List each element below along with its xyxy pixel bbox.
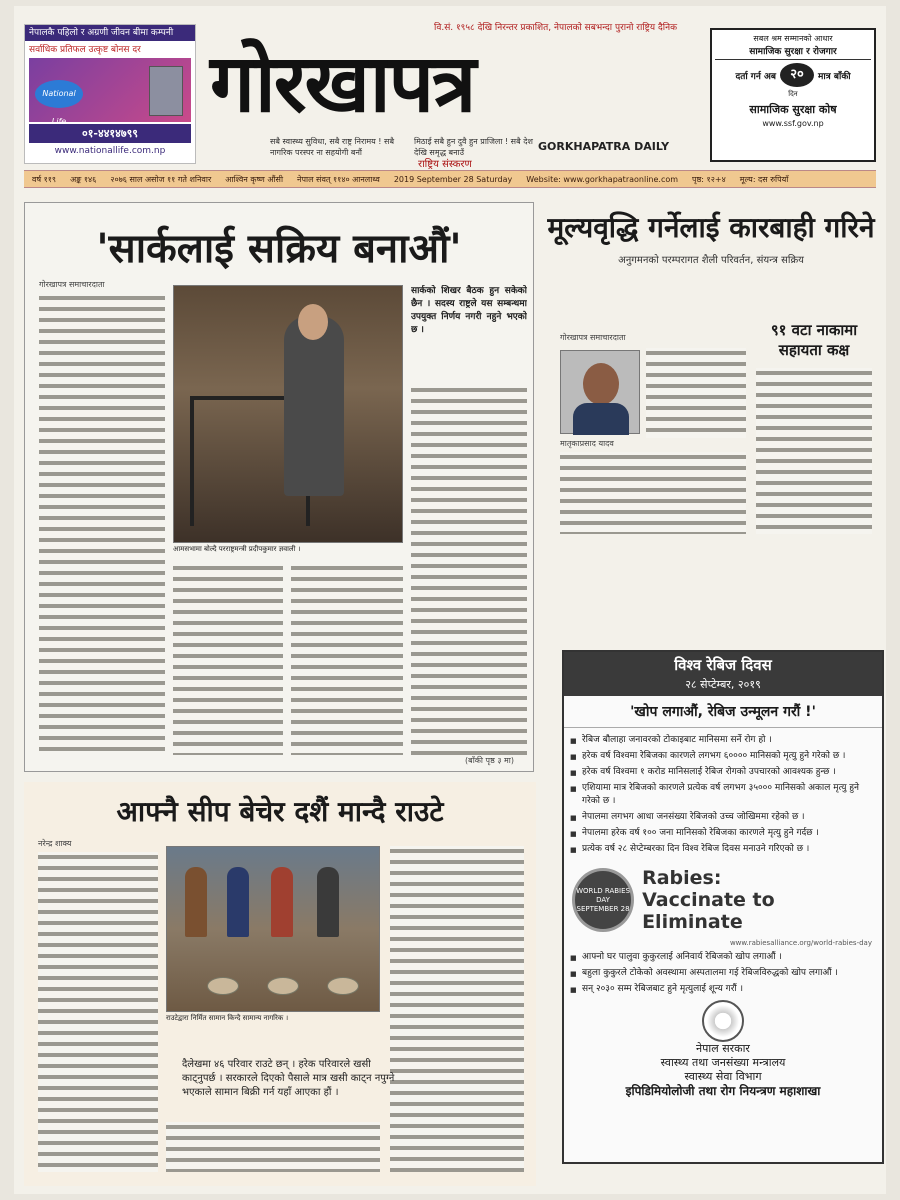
rabies-advice: ■ आफ्नो घर पालुवा कुकुरलाई अनिवार्य रेबिजको खोप लगाऔं । [582, 951, 874, 964]
rabies-advice: ■ सन् २०३० सम्म रेबिजबाट हुने मृत्युलाई शून्य गरौं । [582, 983, 874, 996]
article-body-col2a [173, 563, 283, 755]
article-body-col3 [411, 385, 527, 755]
side-article-body [756, 368, 872, 534]
person-shape [317, 867, 339, 937]
ssf-register-text: दर्ता गर्न अब [735, 71, 777, 82]
wooden-pot-shape [327, 977, 359, 995]
national-life-logo: National Life [35, 80, 83, 108]
article-headline: आफ्नै सीप बेचेर दशैं मान्दै राउटे [116, 795, 444, 828]
photo-caption: आमसभामा बोल्दै परराष्ट्रमन्त्री प्रदीपकुमार ज्ञवाली । [173, 545, 301, 553]
ad-website[interactable]: www.nationallife.com.np [54, 146, 166, 156]
rabies-fact: ■ रेबिज बौलाहा जनावरको टोकाइबाट मानिसमा सर्ने रोग हो । [582, 734, 874, 747]
person-shape [227, 867, 249, 937]
article-saarc[interactable] [24, 202, 534, 772]
article-photo-official[interactable] [560, 350, 640, 434]
body-shape [573, 403, 629, 435]
wooden-pot-shape [267, 977, 299, 995]
price: मूल्य: दस रुपियाँ [739, 174, 789, 184]
nepal-samvat: नेपाल संवत् ११४० आनलाथ्व [297, 174, 380, 184]
banner-line1: Rabies: [642, 867, 722, 889]
nepal-emblem-icon [702, 1000, 744, 1042]
speaker-shape [284, 316, 344, 496]
person-shape [185, 867, 207, 937]
gov-line4: इपिडिमियोलोजी तथा रोग नियन्त्रण महाशाखा [625, 1084, 821, 1098]
website[interactable]: Website: www.gorkhapatraonline.com [526, 174, 679, 184]
rabies-fact: ■ एशियामा मात्र रेबिजको कारणले प्रत्येक वर्ष लगभग ३५००० मानिसको अकाल मृत्यु हुने गरेको छ । [582, 782, 874, 808]
newspaper-title: गोरखापत्र [210, 36, 475, 130]
wooden-pot-shape [207, 977, 239, 995]
slogan-left: सबै स्वास्थ्य सुविधा, सबै राष्ट्र निरामय ! सबै नागरिक परस्पर ना सहयोगी बनौं [270, 137, 395, 157]
rabies-banner [572, 867, 874, 933]
article-body-col1 [38, 852, 158, 1172]
world-rabies-day-badge: WORLD RABIES DAY SEPTEMBER 28 [572, 868, 634, 932]
rabies-advice: ■ बहुला कुकुरले टोकेको अवस्थामा अस्पतालमा गई रेबिजविरुद्धको खोप लगाऔं । [582, 967, 874, 980]
article-byline: गोरखापत्र समाचारदाता [560, 333, 626, 342]
ssf-days-count: २० [780, 63, 814, 87]
rabies-banner-text [642, 867, 874, 933]
gov-line3: स्वास्थ्य सेवा विभाग [684, 1070, 762, 1083]
face-shape [583, 363, 619, 405]
lunar-date: आश्विन कृष्ण औंसी [225, 174, 284, 184]
banner-line2: Vaccinate to Eliminate [642, 889, 775, 933]
edition-label: राष्ट्रिय संस्करण [418, 159, 472, 170]
article-body-col2b [291, 563, 403, 755]
article-body-col2 [560, 452, 746, 534]
issue-number: अङ्क १४६ [70, 174, 97, 184]
continued-note: (बाँकी पृष्ठ ३ मा) [465, 756, 514, 765]
ad-offer: सर्वाधिक प्रतिफल उत्कृष्ट बोनस दर [25, 41, 195, 56]
rabies-title: विश्व रेबिज दिवस [564, 652, 882, 675]
english-date: 2019 September 28 Saturday [393, 174, 513, 184]
person-shape [271, 867, 293, 937]
article-pullquote: दैलेखमा ४६ परिवार राउटे छन् । हरेक परिवारले खसी काट्नुपर्छ । सरकारले दिएको पैसाले मात्र खसी काट्न नपुग्ने भएकाले सामान बिक्री गर्न यहाँ आएका हौं । [182, 1059, 395, 1098]
ad-top-line: नेपालकै पहिलो र अग्रणी जीवन बीमा कम्पनी [25, 25, 195, 41]
rabies-facts-list [564, 728, 882, 861]
article-headline: 'सार्कलाई सक्रिय बनाऔं' [96, 225, 462, 272]
photo-caption: राउटेद्वारा निर्मित सामान किन्दै सामान्य नागरिक । [166, 1014, 289, 1022]
ssf-website[interactable]: www.ssf.gov.np [762, 119, 824, 128]
article-headline: मूल्यवृद्धि गर्नेलाई कारबाही गरिने [547, 211, 875, 244]
ssf-days-suffix: मात्र बाँकी [818, 71, 851, 82]
masthead-tagline: वि.सं. १९५८ देखि निरन्तर प्रकाशित, नेपालको सबभन्दा पुरानो राष्ट्रिय दैनिक [434, 23, 677, 33]
article-raute[interactable] [24, 782, 536, 1186]
rabies-url[interactable]: www.rabiesalliance.org/world-rabies-day [729, 939, 872, 947]
issue-info-bar [24, 170, 876, 188]
rabies-advice-list [564, 947, 882, 996]
gov-line2: स्वास्थ्य तथा जनसंख्या मन्त्रालय [660, 1056, 786, 1069]
article-body-col1 [646, 348, 746, 438]
side-headline: ९१ वटा नाकामा सहायता कक्ष [770, 321, 858, 359]
photo-caption: मातृकाप्रसाद यादव [560, 439, 614, 448]
rabies-fact: ■ हरेक वर्ष विश्वमा रेबिजका कारणले लगभग ६०००० मानिसको मृत्यु हुने गरेको छ । [582, 750, 874, 763]
ad-phone: ०१-४४१४७९९ [29, 124, 191, 143]
article-price-hike[interactable] [544, 202, 878, 538]
issue-year: वर्ष ११९ [32, 174, 57, 184]
ssf-ad[interactable] [710, 28, 876, 162]
ssf-fund-name: सामाजिक सुरक्षा कोष [749, 103, 837, 116]
article-quote: सार्कको शिखर बैठक हुन सकेको छैन । सदस्य राष्ट्रले यस सम्बन्धमा उपयुक्त निर्णय नगरी नहुने भएको छ । [411, 286, 527, 335]
nepali-date: २०७६ साल असोज ११ गते शनिवार [110, 174, 212, 184]
slogan-right: मिठाई सबै हुन दुवै हुन प्राजिला ! सबै देश देखि समृद्ध बनाउँ [414, 137, 533, 157]
article-photo-speaker[interactable] [173, 285, 403, 543]
building-icon [149, 66, 183, 116]
rabies-fact: ■ नेपालमा लगभग आधा जनसंख्या रेबिजको उच्च जोखिममा रहेको छ । [582, 811, 874, 824]
rabies-day-notice[interactable] [562, 650, 884, 1164]
rabies-fact: ■ हरेक वर्ष विश्वमा १ करोड मानिसलाई रेबिज रोगको उपचारको आवश्यक हुन्छ । [582, 766, 874, 779]
article-body-col2 [166, 1122, 380, 1172]
ssf-line1: सबल श्रम सम्मानको आधार [753, 34, 833, 43]
article-photo-raute[interactable] [166, 846, 380, 1012]
rabies-fact: ■ प्रत्येक वर्ष २८ सेप्टेम्बरका दिन विश्व रेबिज दिवस मनाउने गरिएको छ । [582, 843, 874, 856]
rabies-fact: ■ नेपालमा हरेक वर्ष १०० जना मानिसको रेबिजका कारणले मृत्यु हुने गर्दछ । [582, 827, 874, 840]
ssf-unit: दिन [788, 90, 798, 98]
article-body-col1 [39, 293, 165, 755]
rabies-date: २८ सेप्टेम्बर, २०१९ [564, 675, 882, 696]
article-byline: नरेन्द्र शाक्य [38, 839, 72, 848]
ad-visual [29, 58, 191, 126]
article-byline: गोरखापत्र समाचारदाता [39, 280, 105, 289]
article-subhead: अनुगमनको परम्परागत शैली परिवर्तन, संयन्त्र सक्रिय [618, 255, 804, 266]
newspaper-page [14, 6, 886, 1194]
speaker-head [298, 304, 328, 340]
article-body-col3 [390, 846, 524, 1172]
ssf-line2: सामाजिक सुरक्षा र रोजगार [715, 44, 871, 60]
page-count: पृष्ठ: १२+४ [692, 174, 726, 184]
national-life-ad[interactable] [24, 24, 196, 164]
gov-line1: नेपाल सरकार [696, 1042, 750, 1055]
newspaper-subtitle: GORKHAPATRA DAILY [538, 140, 670, 153]
ssf-deadline [715, 63, 871, 87]
rabies-slogan: 'खोप लगाऔं, रेबिज उन्मूलन गरौं !' [564, 696, 882, 728]
